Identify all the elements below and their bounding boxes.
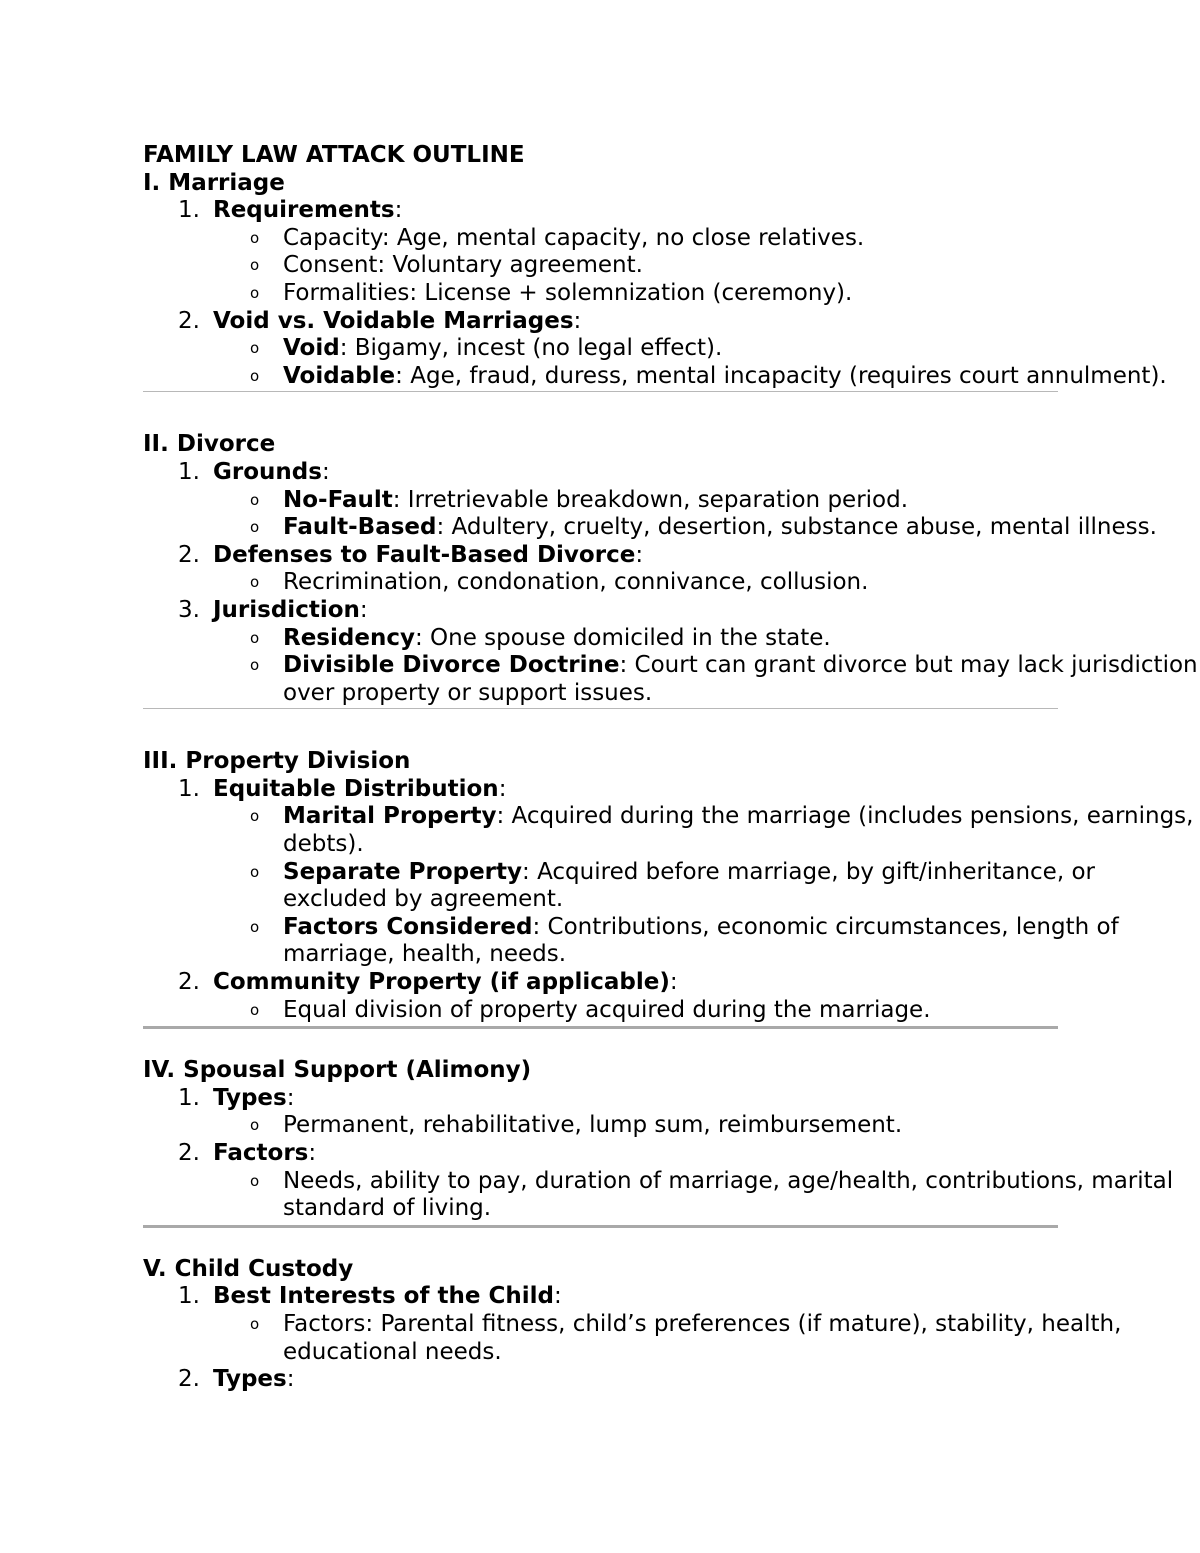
bullet-circle-icon: o (250, 518, 260, 537)
item-number: 2. (178, 1366, 200, 1393)
bullet-text: : Court can grant divorce but may lack jurisdiction over property or support issues. (283, 652, 1198, 706)
item-label-suffix: : (498, 775, 507, 802)
section-heading: V. Child Custody (143, 1255, 354, 1282)
bullet-text: Formalities: License + solemnization (ceremony). (283, 279, 853, 306)
item-label-suffix: : (321, 458, 330, 485)
item-label-suffix: : (359, 596, 368, 623)
section-gap (143, 1228, 1058, 1256)
item-number: 1. (178, 458, 200, 485)
bullet-term: Separate Property (283, 858, 523, 885)
bullet-term: Voidable (283, 362, 396, 389)
bullet-item (143, 280, 1200, 308)
bullet-item (143, 252, 1200, 280)
numbered-item (143, 969, 1058, 997)
bullet-text: : Contributions, economic circumstances, length of marriage, health, needs. (283, 913, 1119, 968)
bullet-item (143, 487, 1200, 515)
item-number: 3. (178, 596, 200, 623)
numbered-item (143, 542, 1058, 570)
bullet-circle-icon: o (250, 656, 260, 675)
bullet-item (143, 569, 1200, 597)
bullet-text: Consent: Voluntary agreement. (283, 252, 643, 279)
section-gap (143, 709, 1058, 748)
section-gap (143, 1029, 1058, 1057)
section-heading: III. Property Division (143, 748, 411, 775)
item-label-suffix: : (308, 1140, 317, 1166)
bullet-text: Capacity: Age, mental capacity, no close relatives. (283, 224, 865, 251)
bullet-term: Divisible Divorce Doctrine (283, 652, 620, 679)
item-label: Requirements (213, 197, 395, 224)
bullet-circle-icon: o (250, 366, 260, 385)
bullet-text: : Irretrievable breakdown, separation period. (392, 486, 909, 513)
item-label: Defenses to Fault-Based Divorce (213, 541, 636, 568)
numbered-item (143, 776, 1058, 804)
numbered-item (143, 1140, 1058, 1168)
bullet-text: Permanent, rehabilitative, lump sum, reimbursement. (283, 1112, 903, 1139)
bullet-text: Needs, ability to pay, duration of marriage, age/health, contributions, marital standard of living. (283, 1167, 1174, 1222)
bullet-item (143, 652, 1200, 707)
bullet-item (143, 997, 1200, 1025)
bullet-item (143, 1311, 1200, 1366)
bullet-circle-icon: o (250, 1171, 260, 1190)
bullet-text: : Adultery, cruelty, desertion, substance abuse, mental illness. (436, 514, 1157, 541)
bullet-item (143, 803, 1200, 858)
item-label-suffix: : (394, 197, 403, 224)
bullet-circle-icon: o (250, 628, 260, 647)
bullet-text: : Age, fraud, duress, mental incapacity (requires court annulment). (395, 362, 1167, 389)
bullet-item (143, 225, 1200, 253)
bullet-text: Equal division of property acquired during the marriage. (283, 996, 931, 1023)
document-title: FAMILY LAW ATTACK OUTLINE (143, 142, 525, 168)
item-label: Types (213, 1084, 287, 1111)
outline-section (143, 748, 1194, 1024)
item-number: 1. (178, 1084, 200, 1111)
outline-body (143, 169, 1198, 1394)
item-label-suffix: : (669, 969, 678, 996)
item-label: Equitable Distribution (213, 775, 499, 802)
numbered-item (143, 459, 1058, 487)
bullet-text: Recrimination, condonation, connivance, collusion. (283, 569, 869, 596)
section-heading: IV. Spousal Support (Alimony) (143, 1057, 532, 1084)
bullet-circle-icon: o (250, 862, 260, 881)
bullet-circle-icon: o (250, 917, 260, 936)
numbered-item (143, 1366, 1058, 1394)
bullet-circle-icon: o (250, 283, 260, 302)
bullet-term: Residency (283, 624, 415, 651)
section-gap (143, 392, 1058, 431)
bullet-term: No-Fault (283, 486, 393, 513)
item-label-suffix: : (573, 307, 582, 334)
item-number: 2. (178, 307, 200, 334)
bullet-circle-icon: o (250, 339, 260, 358)
item-label-suffix: : (286, 1084, 295, 1111)
bullet-item (143, 363, 1200, 391)
bullet-text: : Bigamy, incest (no legal effect). (339, 335, 723, 362)
item-number: 2. (178, 1140, 200, 1166)
bullet-circle-icon: o (250, 807, 260, 826)
bullet-circle-icon: o (250, 228, 260, 247)
bullet-circle-icon: o (250, 1314, 260, 1333)
bullet-text: : Acquired during the marriage (includes pensions, earnings, debts). (283, 803, 1194, 858)
item-label: Grounds (213, 458, 322, 485)
bullet-term: Marital Property (283, 803, 497, 830)
numbered-item (143, 197, 1058, 225)
bullet-term: Factors Considered (283, 913, 533, 940)
item-label-suffix: : (286, 1366, 295, 1393)
bullet-term: Void (283, 335, 340, 362)
bullet-item (143, 514, 1200, 542)
item-label: Community Property (if applicable) (213, 969, 670, 996)
item-label: Best Interests of the Child (213, 1283, 554, 1310)
item-number: 2. (178, 969, 200, 996)
outline-section (143, 1057, 1174, 1223)
item-label-suffix: : (553, 1283, 562, 1310)
bullet-item (143, 859, 1200, 914)
bullet-circle-icon: o (250, 1000, 260, 1019)
bullet-text: Factors: Parental fitness, child’s preferences (if mature), stability, health, educational needs. (283, 1310, 1122, 1365)
item-label: Types (213, 1366, 287, 1393)
outline-section (143, 1255, 1122, 1394)
bullet-item (143, 1168, 1200, 1223)
item-number: 1. (178, 1283, 200, 1310)
section-heading: II. Divorce (143, 431, 276, 458)
bullet-term: Fault-Based (283, 514, 437, 541)
item-number: 1. (178, 775, 200, 802)
item-label: Jurisdiction (213, 596, 360, 623)
bullet-item (143, 335, 1200, 363)
numbered-item (143, 597, 1058, 625)
item-label-suffix: : (635, 541, 644, 568)
section-heading: I. Marriage (143, 169, 285, 196)
item-number: 2. (178, 541, 200, 568)
bullet-text: : Acquired before marriage, by gift/inheritance, or excluded by agreement. (283, 858, 1095, 913)
bullet-circle-icon: o (250, 1116, 260, 1135)
outline-section (143, 169, 1167, 391)
item-label: Factors (213, 1140, 309, 1166)
bullet-item (143, 1112, 1200, 1140)
numbered-item (143, 308, 1058, 336)
bullet-item (143, 914, 1200, 969)
outline-section (143, 431, 1198, 707)
bullet-circle-icon: o (250, 573, 260, 592)
bullet-item (143, 625, 1200, 653)
item-label: Void vs. Voidable Marriages (213, 307, 574, 334)
bullet-circle-icon: o (250, 256, 260, 275)
item-number: 1. (178, 197, 200, 224)
bullet-text: : One spouse domiciled in the state. (414, 624, 831, 651)
numbered-item (143, 1283, 1058, 1311)
bullet-circle-icon: o (250, 490, 260, 509)
numbered-item (143, 1085, 1058, 1113)
